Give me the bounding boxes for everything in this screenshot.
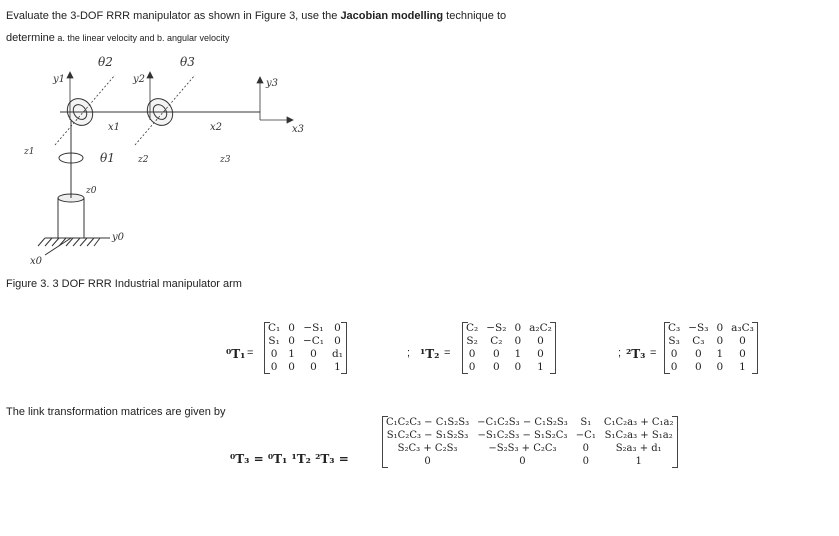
matrix-cell: C₁C₂C₃ − C₁S₂S₃	[386, 417, 470, 428]
matrix-cell: 0	[519, 456, 526, 467]
base	[38, 170, 110, 255]
matrix-cell: 0	[288, 361, 295, 373]
link-matrices-text: The link transformation matrices are given by	[6, 406, 226, 418]
matrix-row	[382, 455, 678, 468]
z2-label: z2	[138, 155, 149, 165]
t23-eq: =	[650, 347, 657, 359]
matrix-cell: 0	[670, 348, 678, 360]
matrix-row	[664, 348, 758, 361]
y2-label: y2	[133, 74, 146, 85]
matrix-row	[264, 322, 347, 335]
matrix-cell: 1	[514, 348, 522, 360]
matrix-t03	[382, 416, 678, 468]
matrix-cell: 0	[310, 348, 317, 360]
t12-eq: =	[444, 347, 451, 359]
x1-label: x1	[108, 122, 121, 133]
question-line-2	[6, 32, 230, 44]
matrix-row	[382, 416, 678, 429]
matrix-cell: −S₃	[688, 322, 709, 334]
t01-label: ⁰T₁	[226, 347, 246, 361]
t23-label: ²T₃	[626, 347, 646, 361]
y0-label: y0	[112, 232, 125, 243]
matrix-cell: 0	[537, 348, 544, 360]
matrix-cell: 0	[716, 361, 724, 373]
z3-label: z3	[220, 155, 231, 165]
matrix-cell: a₂C₂	[529, 322, 552, 334]
question-parts: a. the linear velocity and b. angular velocity	[54, 33, 230, 43]
matrix-cell: 1	[288, 348, 295, 360]
x2-label: x2	[210, 122, 223, 133]
figure-caption: Figure 3. 3 DOF RRR Industrial manipulator arm	[6, 278, 242, 290]
semicolon-1: ;	[407, 347, 411, 359]
matrix-cell: 0	[310, 361, 317, 373]
matrix-cell: 0	[582, 443, 589, 454]
matrix-cell: a₃C₃	[731, 322, 754, 334]
matrix-cell: S₁C₂C₃ − S₁S₂S₃	[386, 430, 469, 441]
matrix-row	[382, 429, 678, 442]
matrix-cell: 0	[334, 322, 341, 334]
question-suffix: technique to	[443, 10, 507, 22]
matrix-cell: 0	[270, 361, 278, 373]
matrix-cell: 0	[270, 348, 278, 360]
y1-label: y1	[53, 74, 66, 85]
matrix-row	[462, 348, 556, 361]
t03-label: ⁰T₃ = ⁰T₁ ¹T₂ ²T₃ =	[230, 452, 349, 466]
matrix-cell: C₂	[490, 335, 503, 347]
matrix-cell: 0	[739, 335, 746, 347]
matrix-cell: C₃	[692, 335, 705, 347]
matrix-cell: C₃	[668, 322, 681, 334]
matrix-cell: 0	[537, 335, 544, 347]
matrix-cell: 0	[739, 348, 746, 360]
z1-label: z1	[24, 147, 35, 157]
matrix-cell: S₂a₃ + d₁	[615, 443, 662, 454]
matrix-cell: −C₁	[575, 430, 596, 441]
matrix-row	[264, 348, 347, 361]
matrix-cell: 0	[424, 456, 431, 467]
matrix-cell: C₁C₂a₃ + C₁a₂	[603, 417, 674, 428]
matrix-cell: S₁C₂a₃ + S₁a₂	[604, 430, 673, 441]
t12-label: ¹T₂	[420, 347, 440, 361]
matrix-cell: −S₂	[486, 322, 507, 334]
matrix-cell: 0	[514, 322, 522, 334]
matrix-cell: 0	[288, 322, 295, 334]
matrix-cell: S₂	[466, 335, 478, 347]
matrix-cell: 0	[493, 361, 500, 373]
matrix-cell: 1	[537, 361, 544, 373]
theta3-label: θ3	[180, 55, 195, 69]
matrix-cell: d₁	[331, 348, 343, 360]
joint-2	[60, 94, 145, 131]
semicolon-2: ;	[618, 347, 622, 359]
matrix-cell: 0	[582, 456, 589, 467]
matrix-row	[462, 322, 556, 335]
t01-eq: =	[247, 347, 254, 359]
matrix-cell: 0	[695, 348, 702, 360]
matrix-cell: 0	[468, 361, 476, 373]
matrix-row	[264, 361, 347, 374]
matrix-row	[664, 361, 758, 374]
matrix-cell: 1	[635, 456, 642, 467]
question-bold: Jacobian modelling	[340, 10, 444, 22]
matrix-cell: 0	[514, 361, 522, 373]
matrix-cell: 0	[716, 335, 724, 347]
matrix-cell: −S₂S₃ + C₂C₃	[488, 443, 557, 454]
z0-label: z0	[86, 186, 97, 196]
matrix-cell: 0	[334, 335, 341, 347]
matrix-t23	[664, 322, 758, 374]
matrix-cell: 1	[739, 361, 746, 373]
matrix-row	[462, 361, 556, 374]
matrix-cell: 0	[716, 322, 724, 334]
matrix-cell: C₁	[268, 322, 281, 334]
x0-label: x0	[30, 256, 43, 267]
matrix-row	[382, 442, 678, 455]
matrix-cell: S₃	[668, 335, 680, 347]
matrix-cell: 0	[468, 348, 476, 360]
matrix-row	[664, 322, 758, 335]
matrix-cell: 0	[514, 335, 522, 347]
matrix-cell: −C₁C₂S₃ − C₁S₂S₃	[477, 417, 568, 428]
question-prefix: Evaluate the 3-DOF RRR manipulator as shown in Figure 3, use the	[6, 10, 341, 22]
matrix-t01	[264, 322, 347, 374]
theta2-label: θ2	[98, 55, 113, 69]
matrix-cell: −S₁C₂S₃ − S₁S₂C₃	[477, 430, 568, 441]
matrix-cell: 1	[716, 348, 724, 360]
matrix-row	[664, 335, 758, 348]
question-lead: determine	[6, 32, 55, 44]
matrix-cell: 0	[288, 335, 295, 347]
matrix-cell: 0	[670, 361, 678, 373]
matrix-cell: 1	[334, 361, 341, 373]
joint-3	[140, 94, 260, 131]
theta1-label: θ1	[100, 151, 115, 165]
manipulator-figure	[20, 50, 320, 270]
matrix-cell: 0	[493, 348, 500, 360]
matrix-cell: S₁	[268, 335, 280, 347]
matrix-cell: −C₁	[302, 335, 324, 347]
matrix-cell: S₁	[580, 417, 592, 428]
matrix-cell: 0	[695, 361, 702, 373]
x3-label: x3	[292, 124, 305, 135]
question-line-1	[6, 10, 506, 22]
matrix-cell: S₂C₃ + C₂S₃	[397, 443, 458, 454]
matrix-cell: C₂	[466, 322, 479, 334]
y3-label: y3	[266, 78, 279, 89]
matrix-cell: −S₁	[303, 322, 324, 334]
matrix-row	[264, 335, 347, 348]
matrix-t12	[462, 322, 556, 374]
matrix-row	[462, 335, 556, 348]
